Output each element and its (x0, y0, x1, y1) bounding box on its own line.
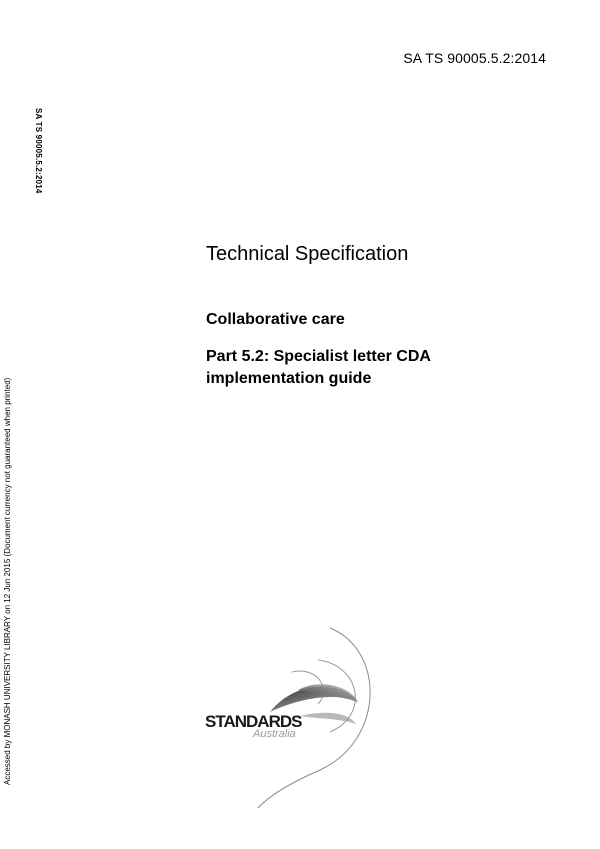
standards-australia-logo (200, 620, 380, 810)
part-title-line-1: Part 5.2: Specialist letter CDA (206, 348, 431, 365)
document-subtitle: Collaborative care (206, 311, 345, 328)
part-title (206, 346, 536, 390)
document-type-title: Technical Specification (206, 243, 409, 265)
logo-word: STANDARDS (205, 712, 302, 731)
spine-document-code: SA TS 90005.5.2:2014 (34, 108, 43, 194)
part-title-line-2: implementation guide (206, 370, 372, 387)
logo-subword: Australia (253, 728, 296, 740)
access-note: Accessed by MONASH UNIVERSITY LIBRARY on 12 Jun 2015 (Document currency not guaranteed when printed) (3, 378, 12, 786)
document-number: SA TS 90005.5.2:2014 (403, 50, 546, 66)
logo-leaf-lower (300, 713, 356, 724)
